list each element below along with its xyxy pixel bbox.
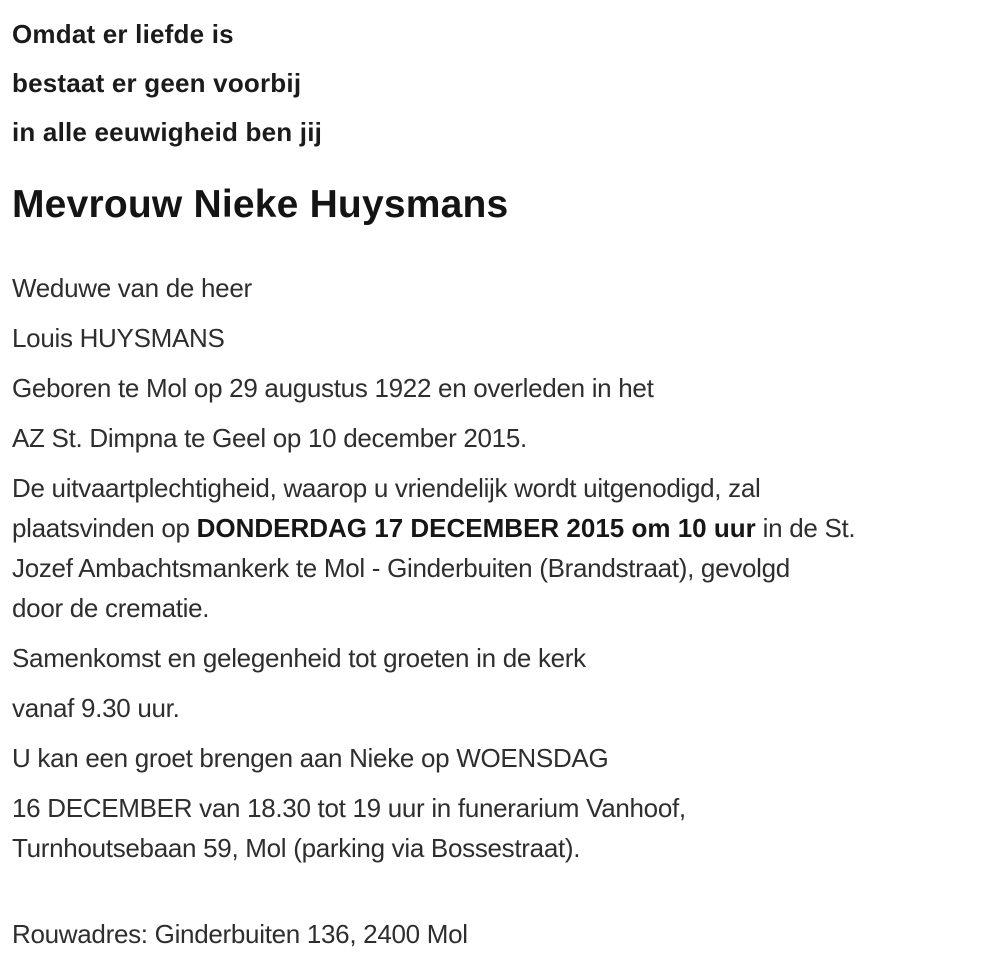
deceased-name-title: Mevrouw Nieke Huysmans	[12, 183, 509, 226]
epigraph-line-2: bestaat er geen voorbij	[12, 68, 302, 98]
announcement-line	[12, 508, 986, 548]
epigraph-line-3: in alle eeuwigheid ben jij	[12, 117, 323, 147]
announcement-line	[12, 828, 986, 868]
announcement-text: De uitvaartplechtigheid, waarop u vriendelijk wordt uitgenodigd, zal	[12, 473, 761, 503]
announcement-line	[12, 588, 986, 628]
announcement-line	[12, 318, 986, 358]
announcement-line	[12, 788, 986, 828]
announcement-text: Louis HUYSMANS	[12, 323, 225, 353]
announcement-body	[12, 268, 986, 954]
announcement-text: Samenkomst en gelegenheid tot groeten in de kerk	[12, 643, 586, 673]
announcement-text: plaatsvinden op	[12, 513, 197, 543]
announcement-text: Geboren te Mol op 29 augustus 1922 en overleden in het	[12, 373, 654, 403]
ceremony-date-highlight: DONDERDAG 17 DECEMBER 2015 om 10 uur	[196, 513, 756, 543]
announcement-text: AZ St. Dimpna te Geel op 10 december 2015.	[12, 423, 527, 453]
announcement-text: 16 DECEMBER van 18.30 tot 19 uur in funerarium Vanhoof,	[12, 793, 686, 823]
announcement-text: door de crematie.	[12, 593, 210, 623]
epigraph-line-1: Omdat er liefde is	[12, 19, 234, 49]
announcement-text: in de St.	[755, 513, 856, 543]
announcement-text: Weduwe van de heer	[12, 273, 252, 303]
announcement-line	[12, 468, 986, 508]
announcement-text: Jozef Ambachtsmankerk te Mol - Ginderbuiten (Brandstraat), gevolgd	[12, 553, 790, 583]
announcement-text: Turnhoutsebaan 59, Mol (parking via Bossestraat).	[12, 833, 581, 863]
announcement-line	[12, 688, 986, 728]
announcement-line	[12, 418, 986, 458]
announcement-text: U kan een groet brengen aan Nieke op WOENSDAG	[12, 743, 609, 773]
announcement-line	[12, 638, 986, 678]
announcement-line	[12, 368, 986, 408]
announcement-text: Rouwadres: Ginderbuiten 136, 2400 Mol	[12, 919, 468, 949]
epigraph	[12, 10, 986, 157]
announcement-line	[12, 738, 986, 778]
announcement-line	[12, 914, 986, 954]
announcement-text: vanaf 9.30 uur.	[12, 693, 180, 723]
announcement-line	[12, 548, 986, 588]
announcement-line	[12, 268, 986, 308]
